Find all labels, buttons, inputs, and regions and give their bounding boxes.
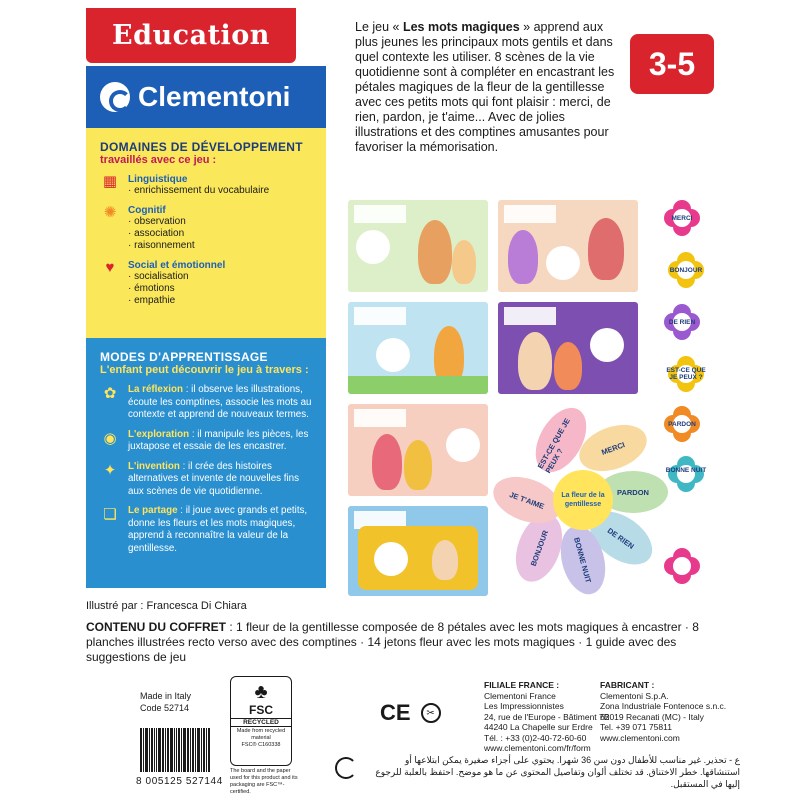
flower-petal: DE RIEN <box>580 501 661 576</box>
flower-center-label: La fleur de la gentillesse <box>553 470 613 530</box>
fsc-label <box>230 676 292 766</box>
domain-item: · enrichissement du vocabulaire <box>128 185 270 196</box>
filiale-line: Les Impressionnistes <box>484 701 564 711</box>
barcode-number: 8 005125 527144 <box>136 776 223 787</box>
domain-name: Social et émotionnel <box>128 260 226 271</box>
mode-name: L'invention <box>128 460 180 472</box>
scene-rhyme-text <box>504 307 556 325</box>
filiale-line: 44240 La Chapelle sur Erdre <box>484 722 593 732</box>
mode-description: : il observe les illustrations, écoute les comptines, associe les mots au contexte et apprend de nouveaux termes. <box>128 384 312 420</box>
mode-text <box>128 384 312 422</box>
flower-petal: JE T'AIME <box>487 468 567 531</box>
mode-description: : il manipule les pièces, les juxtapose et essaie de les encastrer. <box>128 428 309 452</box>
education-banner <box>86 8 296 63</box>
mode-invention <box>100 461 312 499</box>
kindness-flower <box>498 415 668 585</box>
fsc-license: FSC® C160338 <box>241 742 281 748</box>
game-description <box>355 20 625 155</box>
scene-figure <box>508 230 538 284</box>
fsc-note: The board and the paper used for this product and its packaging are FSC™-certified. <box>230 768 298 795</box>
mode-text <box>128 461 312 499</box>
packaging-icon: ✂ <box>421 703 441 723</box>
filiale-line: Clementoni France <box>484 690 556 701</box>
scene-illustration <box>348 200 488 292</box>
scene-rhyme-text <box>504 205 556 223</box>
heart-icon: ♥ <box>105 259 115 276</box>
age-badge: 3-5 <box>630 34 714 94</box>
scene-illustration <box>348 302 488 394</box>
clementoni-banner <box>86 66 326 128</box>
eye-icon: ◉ <box>103 429 117 447</box>
manufacturer-line: Clementoni S.p.A. <box>600 690 669 701</box>
learning-title: MODES D'APPRENTISSAGE <box>100 350 268 364</box>
made-in-text: Made in Italy <box>140 691 192 701</box>
scene-rhyme-text <box>354 409 406 427</box>
contents-title: CONTENU DU COFFRET <box>86 620 226 634</box>
recycling-icon <box>335 757 357 779</box>
flower-petal: PARDON <box>598 471 668 513</box>
domain-social <box>100 260 312 307</box>
brand-name: Clementoni <box>138 81 291 112</box>
scene-figure <box>432 540 458 580</box>
flower-token-label: EST-CE QUE JE PEUX ? <box>666 367 706 381</box>
mode-text <box>128 429 312 454</box>
flower-token-label: MERCI <box>671 215 693 222</box>
domain-cognitive <box>100 205 312 252</box>
fsc-recycled: RECYCLED <box>231 718 291 727</box>
development-subtitle: travaillés avec ce jeu : <box>100 154 217 166</box>
filiale-title: FILIALE FRANCE : <box>484 680 560 690</box>
scene-figure <box>452 240 476 284</box>
flower-petal: BONNE NUIT <box>554 521 613 599</box>
scene-illustration <box>348 506 488 596</box>
mode-text <box>128 505 312 555</box>
scene-illustration <box>348 404 488 496</box>
education-label: Education <box>112 20 270 51</box>
scene-figure <box>418 220 452 284</box>
game-name: Les mots magiques <box>402 20 520 34</box>
petal-slot <box>446 428 480 462</box>
petal-slot <box>376 338 410 372</box>
illustrator-credit: Illustré par : Francesca Di Chiara <box>86 600 247 612</box>
fsc-material: Made from recycled material <box>236 728 286 741</box>
scene-illustration <box>498 200 638 292</box>
learning-panel <box>86 338 326 588</box>
made-in <box>140 690 191 714</box>
speech-bubbles-icon: ❏ <box>103 506 117 523</box>
arabic-warning: ع - تحذير. غير مناسب للأطفال دون سن 36 شهرا. يحتوي على أجزاء صغيرة يمكن ابتلاعها أو استنشاقها. خطر الاختناق. قد تختلف ألوان وتفاصيل المحتوى عن ما هو موضح. احتفظ بالعلبة للرجوع إليها في المستقبل. <box>375 755 740 789</box>
barcode <box>140 720 226 772</box>
conformity-marks <box>380 700 441 726</box>
learning-subtitle: L'enfant peut découvrir le jeu à travers : <box>100 364 309 376</box>
scene-rhyme-text <box>354 307 406 325</box>
mode-description: : il crée des histoires alternatives et invente de nouvelles fins aux scènes de vie quotidienne. <box>128 460 300 497</box>
product-code: Code 52714 <box>140 703 190 713</box>
scene-illustration <box>498 302 638 394</box>
domain-item: · empathie <box>128 295 176 306</box>
magic-wand-icon: ✦ <box>103 461 117 479</box>
mode-name: Le partage <box>128 505 178 516</box>
domain-item: · socialisation <box>128 271 189 282</box>
domain-item: · observation <box>128 216 186 227</box>
manufacturer-line: 62019 Recanati (MC) - Italy <box>600 711 704 722</box>
brain-icon: ✿ <box>103 385 117 402</box>
domain-name: Cognitif <box>128 205 166 216</box>
filiale-address <box>484 680 609 754</box>
fsc-tree-icon: ♣ <box>254 681 268 703</box>
clementoni-logo-icon <box>100 82 130 112</box>
scene-figure <box>554 342 582 390</box>
mode-sharing <box>100 505 312 555</box>
flower-petal: MERCI <box>573 416 653 479</box>
ce-mark: CE <box>380 700 411 725</box>
fsc-word: FSC <box>249 703 273 717</box>
petal-slot <box>546 246 580 280</box>
flower-token-label: BONJOUR <box>669 267 703 274</box>
scene-rhyme-text <box>354 205 406 223</box>
scene-figure <box>404 440 432 490</box>
domain-item: · raisonnement <box>128 240 195 251</box>
flower-token-label: BONNE NUIT <box>665 467 707 474</box>
petal-slot <box>590 328 624 362</box>
mode-name: L'exploration <box>128 428 190 440</box>
domain-item: · émotions <box>128 283 175 294</box>
flower-center <box>673 557 691 575</box>
abc-blocks-icon: ▦ <box>102 173 118 190</box>
filiale-line: 24, rue de l'Europe - Bâtiment 7B <box>484 711 610 722</box>
domain-linguistic <box>100 174 312 197</box>
mode-description: : il joue avec grands et petits, donne les fleurs et les mots magiques, apprend à reconnaître la valeur de la gentillesse. <box>128 505 308 554</box>
flower-petal: BONJOUR <box>507 508 570 588</box>
petal-slot <box>374 542 408 576</box>
manufacturer-address <box>600 680 726 743</box>
mode-exploration <box>100 429 312 454</box>
contents-text: : 1 fleur de la gentillesse composée de 8 pétales avec les mots magiques à encastrer · 8 planches illustrées recto verso avec des comptines · 14 jetons fleur avec les mots magiques · 1 guide avec des suggestions de jeu <box>86 620 699 664</box>
scene-figure <box>518 332 552 390</box>
mode-reflection <box>100 384 312 422</box>
flower-token <box>664 548 700 584</box>
filiale-line: Tél. : +33 (0)2-40-72-60-60 <box>484 732 587 743</box>
flower-token-label: DE RIEN <box>668 319 696 326</box>
manufacturer-line: Zona Industriale Fontenoce s.n.c. <box>600 701 727 711</box>
box-contents <box>86 620 726 665</box>
flower-petal: EST-CE QUE JE PEUX ? <box>525 399 596 481</box>
development-title: DOMAINES DE DÉVELOPPEMENT <box>100 140 303 154</box>
manufacturer-title: FABRICANT : <box>600 680 655 690</box>
domain-name: Linguistique <box>128 174 188 185</box>
description-lead: Le jeu « <box>355 20 403 34</box>
flower-token <box>668 456 704 492</box>
development-panel <box>86 128 326 338</box>
flower-token-label: PARDON <box>668 421 696 428</box>
scene-figure <box>588 218 624 280</box>
scene-grass <box>348 376 488 394</box>
description-body: » apprend aux plus jeunes les principaux mots gentils et dans quel contexte les utiliser. 8 scènes de la vie quotidienne sont à compléter en encastrant les pétales magiques de la fleur de la gentillesse avec ces petits mots qui font plaisir : merci, de rien, pardon, je t'aime... Avec de jolies illustrations et des comptines amusantes pour favoriser la mémorisation. <box>355 20 615 154</box>
scene-figure <box>372 434 402 490</box>
manufacturer-line: Tel. +39 071 75811 <box>600 722 672 732</box>
domain-item: · association <box>128 228 185 239</box>
mode-name: La réflexion <box>128 384 183 395</box>
filiale-line: www.clementoni.com/fr/form <box>484 743 591 753</box>
lightbulb-icon: ✺ <box>103 204 117 221</box>
petal-slot <box>356 230 390 264</box>
manufacturer-line: www.clementoni.com <box>600 732 680 743</box>
